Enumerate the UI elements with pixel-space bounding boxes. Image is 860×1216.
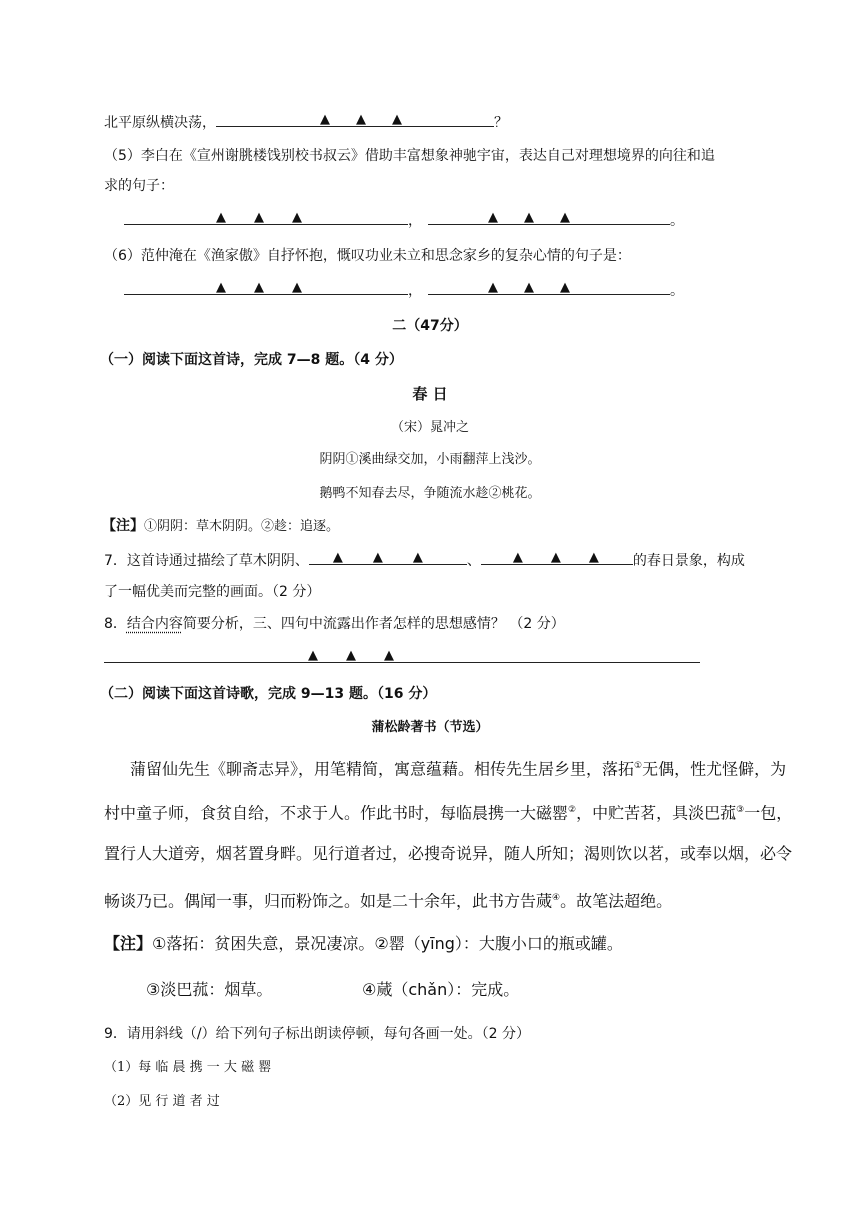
triangle-icon: ▲ [292,210,302,225]
poem-line-2: 鹅鸭不知春去尽，争随流水趁②桃花。 [319,486,541,501]
q5-text: （5）李白在《宣州谢朓楼饯别校书叔云》借助丰富想象神驰宇宙，表达自己对理想境界的向往和追 [104,148,715,164]
triangle-icon: ▲ [488,210,498,225]
prose-line-2 [104,799,792,824]
prose-text: 无偶，性尤怪僻，为 [642,759,787,779]
q5-answer-line [124,210,684,231]
question-mark: ？ [494,115,508,131]
prose-note-2: ③淡巴菰：烟草。 [146,980,273,999]
q8-text: 简要分析，三、四句中流露出作者怎样的思想感情？ （2 分） [182,616,565,632]
prose-text: 。故笔法超绝。 [560,891,673,911]
triangle-icon: ▲ [488,280,498,295]
prose-line-1 [130,755,786,780]
part2-heading: （二）阅读下面这首诗歌，完成 9—13 题。（16 分） [100,686,437,702]
footnote-mark: ④ [552,893,561,903]
triangle-icon: ▲ [392,112,402,127]
note-text: ①阴阴：草木阴阴。②趁：追逐。 [144,519,340,534]
q4-line [104,112,508,133]
triangle-icon: ▲ [588,550,599,565]
triangle-icon: ▲ [308,648,318,663]
triangle-icon: ▲ [524,210,534,225]
footnote-mark: ② [568,805,577,815]
q7-separator: 、 [466,553,481,569]
prose-text: 一包， [744,803,793,823]
answer-blank[interactable] [104,648,700,663]
answer-blank[interactable] [216,112,494,127]
triangle-icon: ▲ [550,550,561,565]
q9-item-1[interactable]: （1）每 临 晨 携 一 大 磁 罂 [104,1060,272,1075]
prose-text: 蒲留仙先生《聊斋志异》，用笔精简，寓意蕴藉。相传先生居乡里，落拓 [130,759,635,779]
prose-note-1 [104,933,623,955]
answer-blank[interactable] [428,280,670,295]
q7-line [104,550,745,571]
part1-heading: （一）阅读下面这首诗，完成 7—8 题。（4 分） [100,352,403,368]
triangle-icon: ▲ [292,280,302,295]
q6-answer-line [124,280,684,301]
prose-text: ，中贮苦茗，具淡巴菰 [576,803,737,823]
poem-author: （宋）晁冲之 [390,420,469,435]
note-text: ①落拓：贫困失意，景况凄凉。②罂（yīng）：大腹小口的瓶或罐。 [152,934,623,953]
poem-note [102,516,339,537]
q8-line [104,614,565,634]
triangle-icon: ▲ [412,550,423,565]
comma: ， [408,213,422,229]
period: 。 [670,283,684,299]
footnote-mark: ③ [736,805,745,815]
prose-title: 蒲松龄著书（节选） [371,720,489,735]
triangle-icon: ▲ [372,550,383,565]
q7-cont: 了一幅优美而完整的画面。（2 分） [104,584,321,600]
answer-blank[interactable] [124,210,408,225]
triangle-icon: ▲ [560,280,570,295]
q4-tail-text: 北平原纵横决荡， [104,115,216,131]
q5-cont: 求的句子： [104,178,174,194]
answer-blank[interactable] [309,550,467,565]
answer-blank[interactable] [428,210,670,225]
triangle-icon: ▲ [384,648,394,663]
prose-note-3: ④蒇（chǎn）：完成。 [362,980,520,999]
triangle-icon: ▲ [346,648,356,663]
answer-blank[interactable] [481,550,633,565]
prose-text: 畅谈乃已。偶闻一事，归而粉饰之。如是二十余年，此书方告蒇 [104,891,553,911]
q8-number: 8． [104,616,127,632]
triangle-icon: ▲ [320,112,330,127]
prose-text: 村中童子师，食贫自给，不求于人。作此书时，每临晨携一大磁罂 [104,803,569,823]
triangle-icon: ▲ [560,210,570,225]
q7-text-b: 的春日景象，构成 [632,553,745,569]
prose-line-4 [104,887,672,912]
triangle-icon: ▲ [356,112,366,127]
triangle-icon: ▲ [332,550,343,565]
poem-title: 春 日 [412,385,448,403]
q9-text: 9．请用斜线（/）给下列句子标出朗读停顿，每句各画一处。（2 分） [104,1026,530,1042]
comma: ， [408,283,422,299]
triangle-icon: ▲ [216,280,226,295]
answer-blank[interactable] [124,280,408,295]
prose-line-3: 置行人大道旁，烟茗置身畔。见行道者过，必搜奇说异，随人所知；渴则饮以茗，或奉以烟，必令 [104,844,793,863]
q8-emphasis: 结合内容 [126,616,183,632]
q9-item-2[interactable]: （2）见 行 道 者 过 [104,1094,220,1109]
triangle-icon: ▲ [254,280,264,295]
poem-line-1: 阴阴①溪曲绿交加，小雨翻萍上浅沙。 [319,452,541,467]
note-label: 【注】 [104,934,153,953]
q7-text-a: 7．这首诗通过描绘了草木阴阴、 [104,553,309,569]
triangle-icon: ▲ [512,550,523,565]
triangle-icon: ▲ [216,210,226,225]
q8-answer-line [104,648,700,669]
period: 。 [670,213,684,229]
triangle-icon: ▲ [254,210,264,225]
triangle-icon: ▲ [524,280,534,295]
q6-text: （6）范仲淹在《渔家傲》自抒怀抱，慨叹功业未立和思念家乡的复杂心情的句子是： [104,248,631,264]
section-title: 二（47分） [392,318,468,334]
note-label: 【注】 [102,518,144,534]
footnote-mark: ① [634,761,643,771]
